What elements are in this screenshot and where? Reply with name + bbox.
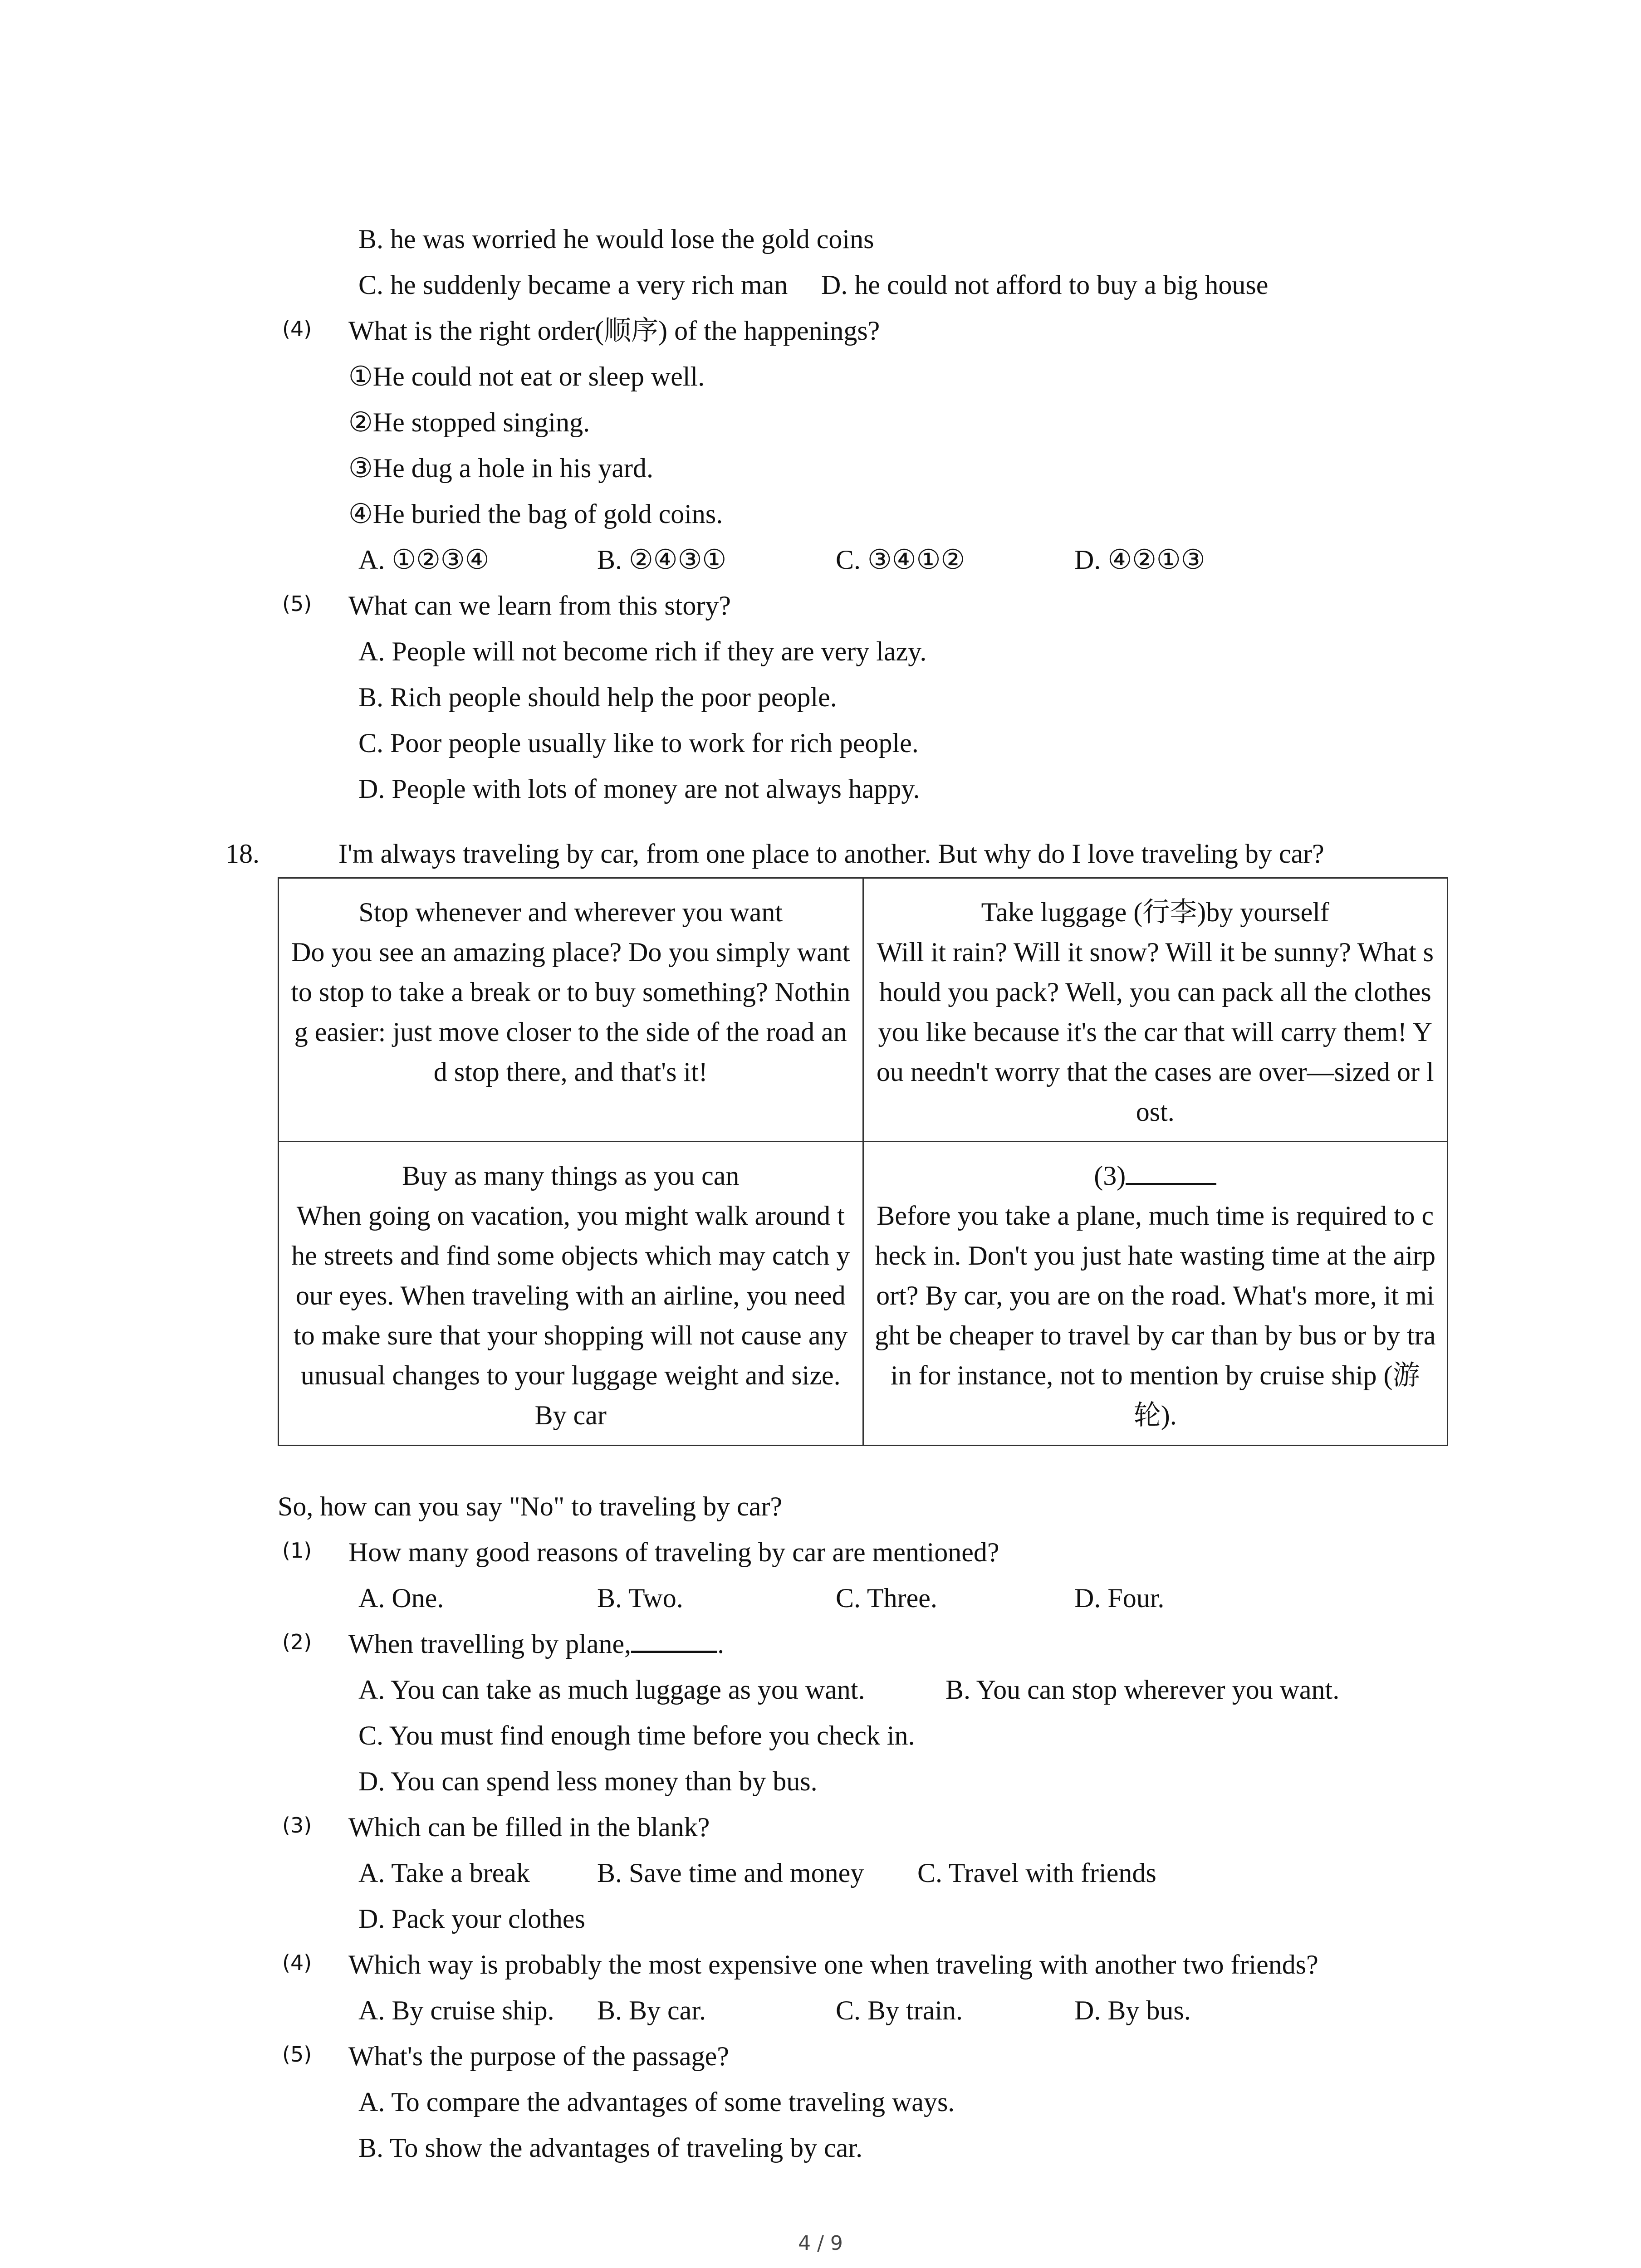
q18-5-question: What's the purpose of the passage?	[348, 2041, 729, 2071]
q18-4-number: (4)	[282, 1950, 312, 1975]
page-number: 4 / 9	[798, 2232, 843, 2255]
q18-3-option-b: B. Save time and money	[597, 1858, 864, 1888]
q17-5-option-c: C. Poor people usually like to work for rich people.	[358, 728, 919, 758]
q18-1-number: (1)	[282, 1538, 312, 1563]
q17-4-question: What is the right order(顺序) of the happenings?	[348, 316, 880, 346]
q18-5-number: (5)	[282, 2042, 312, 2067]
blank-number: (3)	[1094, 1161, 1126, 1191]
reason-cell-stop	[279, 878, 863, 1142]
q18-outro: So, how can you say "No" to traveling by car?	[278, 1491, 783, 1521]
answer-blank	[631, 1631, 717, 1653]
q17-3-option-c: C. he suddenly became a very rich man	[358, 270, 788, 300]
q17-4-number: (4)	[282, 317, 312, 341]
q18-2-question-text: When travelling by plane,	[348, 1629, 632, 1659]
q18-2-number: (2)	[282, 1630, 312, 1654]
reason-heading: Buy as many things as you can	[402, 1161, 740, 1191]
q18-4-option-b: B. By car.	[597, 1995, 706, 2025]
q17-4-item-1: ①He could not eat or sleep well.	[348, 362, 705, 391]
reason-body: When going on vacation, you might walk around the streets and find some objects which may catch your eyes. When traveling with an airline, you need to make sure that your shopping will not cause any unusual changes to your luggage weight and size. By car	[291, 1201, 850, 1430]
q17-5-option-d: D. People with lots of money are not always happy.	[358, 774, 920, 804]
q18-3-question: Which can be filled in the blank?	[348, 1812, 710, 1842]
reason-heading: Stop whenever and wherever you want	[358, 897, 783, 927]
q18-2-question	[348, 1630, 724, 1657]
q17-4-item-3: ③He dug a hole in his yard.	[348, 453, 653, 483]
q17-3-option-d: D. he could not afford to buy a big house	[821, 270, 1269, 300]
q17-5-number: (5)	[282, 591, 312, 616]
q17-4-item-2: ②He stopped singing.	[348, 407, 590, 437]
q18-intro: I'm always traveling by car, from one place to another. But why do I love traveling by car?	[338, 839, 1324, 869]
q17-5-option-b: B. Rich people should help the poor people.	[358, 682, 837, 712]
q18-1-option-b: B. Two.	[597, 1583, 683, 1613]
reason-body: Do you see an amazing place? Do you simply want to stop to take a break or to buy something? Nothing easier: just move closer to the side of the road and stop there, and that's it!	[291, 937, 851, 1087]
q18-5-option-a: A. To compare the advantages of some traveling ways.	[358, 2087, 955, 2117]
reason-heading-blank	[875, 1156, 1436, 1196]
reason-body: Will it rain? Will it snow? Will it be sunny? What should you pack? Well, you can pack all the clothes you like because it's the car that will carry them! You needn't worry that the cases are over—sized or lost.	[876, 937, 1434, 1127]
q18-2-option-b: B. You can stop wherever you want.	[945, 1675, 1340, 1705]
reasons-table	[278, 877, 1448, 1446]
q18-5-option-b: B. To show the advantages of traveling by car.	[358, 2133, 863, 2163]
q18-4-question: Which way is probably the most expensive one when traveling with another two friends?	[348, 1950, 1318, 1980]
q18-4-option-c: C. By train.	[836, 1995, 963, 2025]
q17-4-option-a: A. ①②③④	[358, 545, 490, 575]
q18-3-option-c: C. Travel with friends	[917, 1858, 1156, 1888]
q17-4-option-b: B. ②④③①	[597, 545, 727, 575]
q17-4-option-d: D. ④②①③	[1074, 545, 1205, 575]
reason-body: Before you take a plane, much time is required to check in. Don't you just hate wasting time at the airport? By car, you are on the road. What's more, it might be cheaper to travel by car than by bus or by train for instance, not to mention by cruise ship (游轮).	[875, 1201, 1436, 1430]
q17-4-option-c: C. ③④①②	[836, 545, 965, 575]
reason-cell-luggage	[863, 878, 1448, 1142]
q18-2-option-a: A. You can take as much luggage as you want.	[358, 1675, 865, 1705]
q18-number: 18.	[225, 839, 260, 869]
q18-2-question-end: .	[717, 1629, 725, 1659]
answer-blank	[1126, 1165, 1216, 1185]
q18-4-option-a: A. By cruise ship.	[358, 1995, 554, 2025]
q17-4-item-4: ④He buried the bag of gold coins.	[348, 499, 723, 529]
q17-5-question: What can we learn from this story?	[348, 591, 731, 621]
q18-1-option-c: C. Three.	[836, 1583, 937, 1613]
q18-1-option-d: D. Four.	[1074, 1583, 1165, 1613]
reason-cell-buy	[279, 1142, 863, 1446]
q18-1-option-a: A. One.	[358, 1583, 444, 1613]
q18-3-option-d: D. Pack your clothes	[358, 1904, 585, 1934]
reason-heading: Take luggage (行李)by yourself	[981, 897, 1329, 927]
q18-2-option-d: D. You can spend less money than by bus.	[358, 1766, 818, 1796]
q18-3-number: (3)	[282, 1813, 312, 1838]
q18-1-question: How many good reasons of traveling by car are mentioned?	[348, 1537, 999, 1567]
q17-5-option-a: A. People will not become rich if they are very lazy.	[358, 636, 927, 666]
q18-2-option-c: C. You must find enough time before you check in.	[358, 1721, 915, 1750]
q18-3-option-a: A. Take a break	[358, 1858, 530, 1888]
q17-3-option-b: B. he was worried he would lose the gold coins	[358, 224, 874, 254]
q18-4-option-d: D. By bus.	[1074, 1995, 1191, 2025]
reason-cell-blank	[863, 1142, 1448, 1446]
